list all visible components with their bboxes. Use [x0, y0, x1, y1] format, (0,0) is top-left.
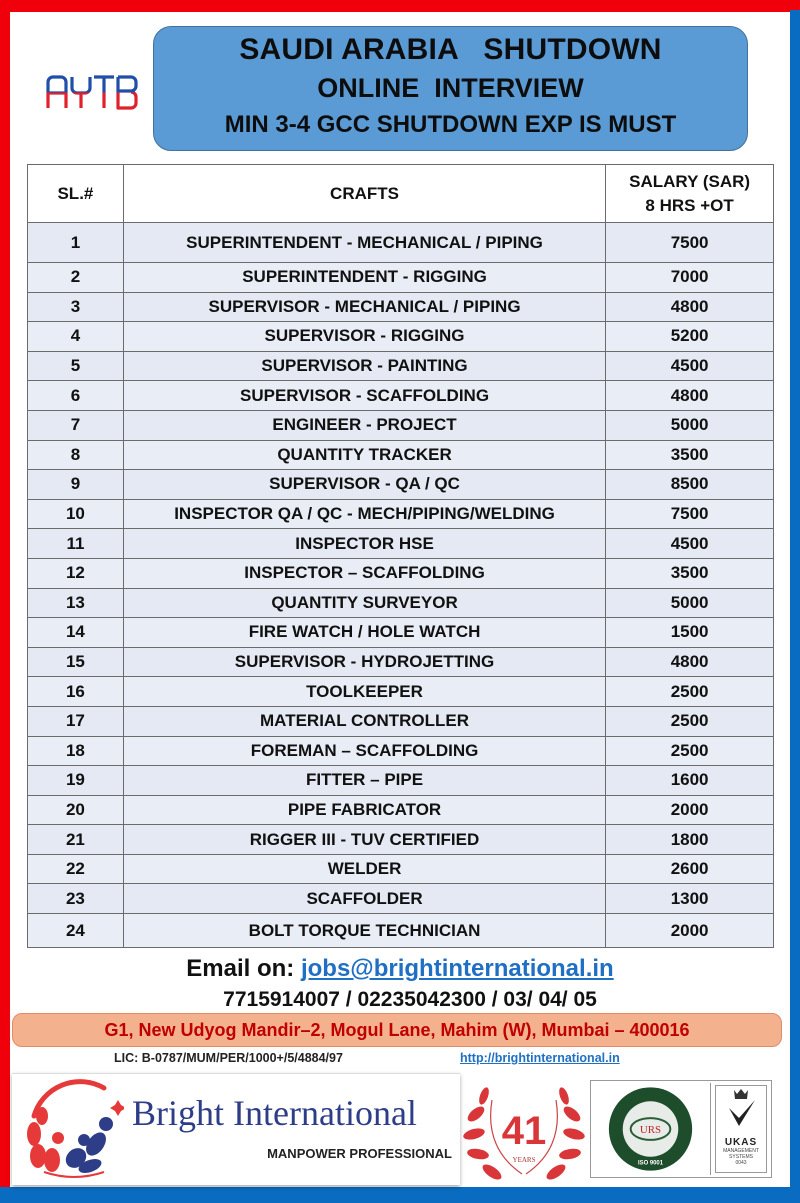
title-banner [153, 26, 748, 151]
urs-iso-9001-seal-icon [593, 1083, 711, 1175]
cell-craft: SCAFFOLDER [123, 884, 605, 914]
table-row [28, 292, 774, 322]
cell-craft: SUPERVISOR - QA / QC [123, 470, 605, 500]
cell-sl: 23 [28, 884, 124, 914]
cell-craft: MATERIAL CONTROLLER [123, 706, 605, 736]
table-row [28, 470, 774, 500]
table-row [28, 795, 774, 825]
cell-craft: WELDER [123, 854, 605, 884]
cell-salary: 5200 [606, 322, 774, 352]
table-row [28, 914, 774, 948]
cell-craft: FOREMAN – SCAFFOLDING [123, 736, 605, 766]
email-label: Email on: [186, 955, 301, 982]
header-sl: SL.# [28, 165, 124, 223]
table-row [28, 618, 774, 648]
cell-craft: FITTER – PIPE [123, 766, 605, 796]
cell-salary: 1800 [606, 825, 774, 855]
cell-sl: 14 [28, 618, 124, 648]
cell-salary: 2600 [606, 854, 774, 884]
cell-sl: 17 [28, 706, 124, 736]
table-row [28, 223, 774, 263]
cell-sl: 18 [28, 736, 124, 766]
cell-sl: 5 [28, 351, 124, 381]
certifications-box [590, 1080, 772, 1178]
bright-international-logo-box [12, 1073, 460, 1185]
cell-salary: 4500 [606, 529, 774, 559]
cell-craft: SUPERVISOR - PAINTING [123, 351, 605, 381]
email-line [0, 955, 800, 983]
header-crafts: CRAFTS [123, 165, 605, 223]
frame-border-top [0, 0, 800, 12]
cell-craft: INSPECTOR HSE [123, 529, 605, 559]
cell-salary: 7500 [606, 499, 774, 529]
cell-salary: 2500 [606, 706, 774, 736]
cell-salary: 2500 [606, 736, 774, 766]
cell-salary: 7000 [606, 263, 774, 293]
bright-people-circle-icon [14, 1076, 124, 1184]
frame-border-bottom [0, 1187, 800, 1203]
cell-craft: PIPE FABRICATOR [123, 795, 605, 825]
banner-requirement: MIN 3-4 GCC SHUTDOWN EXP IS MUST [224, 111, 677, 138]
cell-salary: 7500 [606, 223, 774, 263]
cell-craft: SUPERVISOR - HYDROJETTING [123, 647, 605, 677]
crafts-salary-table [27, 164, 774, 948]
frame-border-right [790, 10, 800, 1203]
cell-salary: 2000 [606, 914, 774, 948]
cell-sl: 9 [28, 470, 124, 500]
table-row [28, 884, 774, 914]
table-row [28, 647, 774, 677]
years-number: 41 [501, 1109, 547, 1153]
cell-sl: 10 [28, 499, 124, 529]
company-name: Bright International [132, 1093, 417, 1133]
ukas-code: 0043 [735, 1160, 747, 1166]
cell-craft: SUPERVISOR - RIGGING [123, 322, 605, 352]
table-row [28, 410, 774, 440]
cell-sl: 11 [28, 529, 124, 559]
cell-sl: 8 [28, 440, 124, 470]
cell-craft: TOOLKEEPER [123, 677, 605, 707]
cell-sl: 1 [28, 223, 124, 263]
cell-craft: INSPECTOR – SCAFFOLDING [123, 558, 605, 588]
table-row [28, 766, 774, 796]
table-row [28, 854, 774, 884]
cell-salary: 3500 [606, 558, 774, 588]
cell-craft: ENGINEER - PROJECT [123, 410, 605, 440]
table-row [28, 558, 774, 588]
table-row [28, 322, 774, 352]
cell-sl: 20 [28, 795, 124, 825]
cell-salary: 3500 [606, 440, 774, 470]
cell-craft: BOLT TORQUE TECHNICIAN [123, 914, 605, 948]
cell-salary: 1300 [606, 884, 774, 914]
cell-sl: 15 [28, 647, 124, 677]
table-row [28, 529, 774, 559]
cell-salary: 5000 [606, 410, 774, 440]
table-row [28, 825, 774, 855]
website-link[interactable]: http://brightinternational.in [460, 1051, 620, 1065]
years-label: YEARS [512, 1156, 536, 1164]
header-salary [606, 165, 774, 223]
table-row [28, 677, 774, 707]
table-row [28, 706, 774, 736]
cell-salary: 4800 [606, 647, 774, 677]
table-row [28, 381, 774, 411]
cell-craft: SUPERINTENDENT - MECHANICAL / PIPING [123, 223, 605, 263]
banner-title: SAUDI ARABIA SHUTDOWN [239, 33, 662, 66]
cell-salary: 2000 [606, 795, 774, 825]
cell-craft: SUPERVISOR - MECHANICAL / PIPING [123, 292, 605, 322]
table-row [28, 263, 774, 293]
email-link[interactable]: jobs@brightinternational.in [300, 955, 614, 982]
cell-sl: 24 [28, 914, 124, 948]
ukas-badge [715, 1085, 767, 1173]
cell-sl: 4 [28, 322, 124, 352]
cell-craft: INSPECTOR QA / QC - MECH/PIPING/WELDING [123, 499, 605, 529]
table-header-row [28, 165, 774, 223]
ukas-sub-label: MANAGEMENT SYSTEMS [723, 1148, 759, 1160]
cell-sl: 2 [28, 263, 124, 293]
cell-craft: RIGGER III - TUV CERTIFIED [123, 825, 605, 855]
ukas-crown-check-icon [725, 1086, 757, 1130]
cell-sl: 6 [28, 381, 124, 411]
urs-text: URS [639, 1123, 662, 1136]
cell-craft: SUPERVISOR - SCAFFOLDING [123, 381, 605, 411]
cell-sl: 7 [28, 410, 124, 440]
cell-sl: 22 [28, 854, 124, 884]
company-tagline: MANPOWER PROFESSIONAL [267, 1146, 452, 1161]
header-salary-line2: 8 HRS +OT [645, 195, 734, 215]
cell-craft: FIRE WATCH / HOLE WATCH [123, 618, 605, 648]
cell-salary: 4500 [606, 351, 774, 381]
cell-craft: SUPERINTENDENT - RIGGING [123, 263, 605, 293]
cell-salary: 2500 [606, 677, 774, 707]
ukas-label: UKAS [724, 1137, 758, 1148]
cell-sl: 12 [28, 558, 124, 588]
cell-salary: 1500 [606, 618, 774, 648]
table-row [28, 588, 774, 618]
cell-sl: 16 [28, 677, 124, 707]
cell-salary: 8500 [606, 470, 774, 500]
table-row [28, 736, 774, 766]
address-bar: G1, New Udyog Mandir–2, Mogul Lane, Mahim (W), Mumbai – 400016 [12, 1013, 782, 1047]
aytb-logo-icon [44, 74, 140, 110]
cell-sl: 13 [28, 588, 124, 618]
table-row [28, 351, 774, 381]
41-years-laurel-icon [462, 1078, 586, 1184]
phone-numbers: 7715914007 / 02235042300 / 03/ 04/ 05 [223, 988, 597, 1011]
cell-salary: 5000 [606, 588, 774, 618]
cell-sl: 3 [28, 292, 124, 322]
cell-salary: 1600 [606, 766, 774, 796]
table-row [28, 499, 774, 529]
license-number: LIC: B-0787/MUM/PER/1000+/5/4884/97 [114, 1051, 343, 1065]
cell-sl: 21 [28, 825, 124, 855]
cell-craft: QUANTITY SURVEYOR [123, 588, 605, 618]
table-row [28, 440, 774, 470]
cell-salary: 4800 [606, 381, 774, 411]
cell-craft: QUANTITY TRACKER [123, 440, 605, 470]
banner-subtitle: ONLINE INTERVIEW [317, 73, 584, 103]
iso-text: ISO 9001 [637, 1160, 664, 1167]
cell-salary: 4800 [606, 292, 774, 322]
cell-sl: 19 [28, 766, 124, 796]
header-salary-line1: SALARY (SAR) [629, 171, 751, 191]
